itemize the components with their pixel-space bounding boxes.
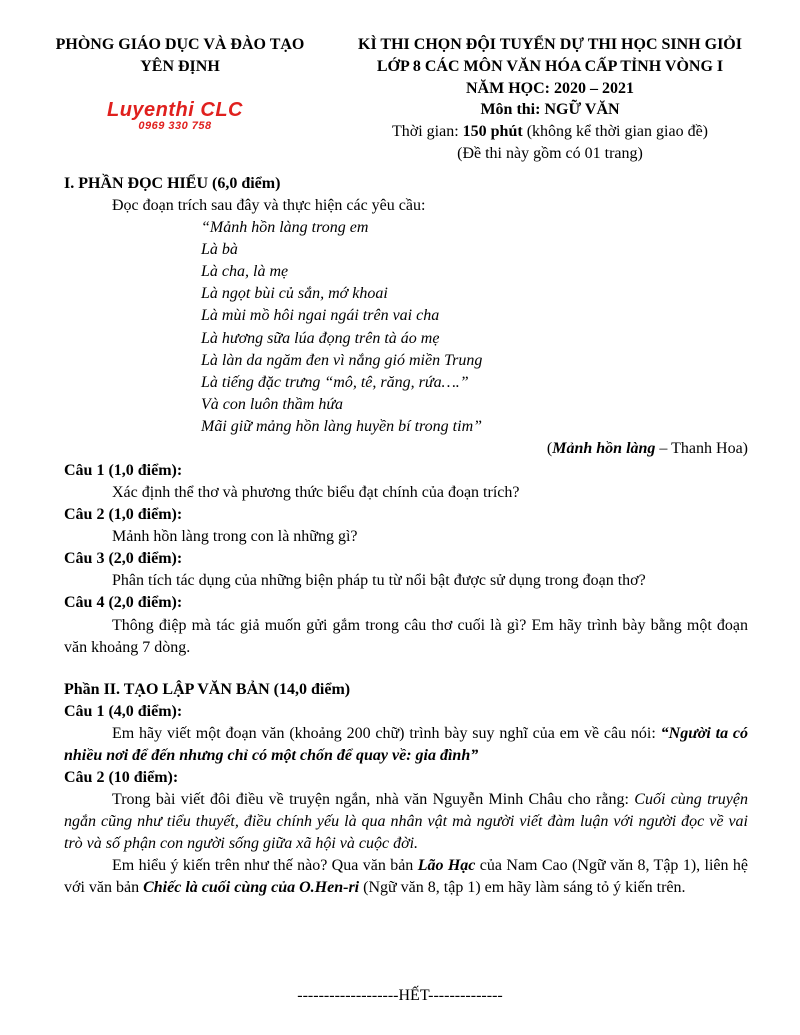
logo-name: Luyenthi CLC [107,99,243,121]
end-marker: -------------------HẾT-------------- [297,987,503,1004]
part2-title: Phần II. TẠO LẬP VĂN BẢN (14,0 điểm) [64,680,351,698]
authority-line-1: PHÒNG GIÁO DỤC VÀ ĐÀO TẠO [55,36,305,53]
part2-question-2-para-2: Em hiểu ý kiến trên như thế nào? Qua văn bản Lão Hạc của Nam Cao (Ngữ văn 8, Tập 1), liên hệ với văn bản Chiếc là cuối cùng của O.Hen-ri (Ngữ văn 8, tập 1) em hãy làm sáng tỏ ý kiến trên. [64,857,749,897]
poem-line: “Mảnh hồn làng trong em [201,219,369,237]
exam-title-line-2: LỚP 8 CÁC MÔN VĂN HÓA CẤP TỈNH VÒNG I [376,57,724,75]
poem-line: Là hương sữa lúa đọng trên tà áo mẹ [201,329,440,347]
poem-excerpt [201,217,748,438]
poem-line: Là ngọt bùi củ sắn, mớ khoai [201,285,388,303]
exam-title-line-1: KÌ THI CHỌN ĐỘI TUYỂN DỰ THI HỌC SINH GIỎI [358,36,742,53]
part2-question-2-title: Câu 2 (10 điểm): [64,769,179,787]
issuing-authority [30,34,330,78]
part2-question-1-text: Em hãy viết một đoạn văn (khoảng 200 chữ) trình bày suy nghĩ của em về câu nói: “Người ta có nhiều nơi để đến nhưng chỉ có một chốn để quay về: gia đình” [64,724,748,764]
school-year: NĂM HỌC: 2020 – 2021 [466,79,634,97]
poem-line: Mãi giữ mảng hồn làng huyền bí trong tim” [201,417,483,435]
question-2-title: Câu 2 (1,0 điểm): [64,506,183,524]
section-gap [64,659,748,679]
poem-line: Là mùi mồ hôi ngai ngái trên vai cha [201,307,440,325]
part2-question-1-title: Câu 1 (4,0 điểm): [64,702,183,720]
authority-line-2: YÊN ĐỊNH [140,57,220,75]
time-limit: Thời gian: 150 phút (không kể thời gian giao đề) [391,123,708,140]
exam-info [330,34,770,165]
poem-line: Là làn da ngăm đen vì nắng gió miền Trung [201,351,483,369]
poem-source: (Mảnh hồn làng – Thanh Hoa) [546,439,748,457]
poem-line: Là tiếng đặc trưng “mô, tê, răng, rứa….” [201,373,469,391]
logo-phone: 0969 330 758 [138,120,212,132]
question-4-text: Thông điệp mà tác giả muốn gửi gắm trong câu thơ cuối là gì? Em hãy trình bày bằng một đoạn văn khoảng 7 dòng. [64,616,748,656]
subject: Môn thi: NGỮ VĂN [480,101,620,119]
question-1-text: Xác định thể thơ và phương thức biểu đạt chính của đoạn trích? [112,484,520,502]
family-quote: “Người ta có nhiều nơi để đến nhưng chỉ có một chốn để quay về: gia đình” [64,724,748,764]
question-1-title: Câu 1 (1,0 điểm): [64,462,183,480]
pages-note: (Đề thi này gồm có 01 trang) [457,144,643,162]
question-4-title: Câu 4 (2,0 điểm): [64,594,183,612]
poem-line: Là cha, là mẹ [201,263,289,281]
part2-question-2-para-1: Trong bài viết đôi điều về truyện ngắn, nhà văn Nguyễn Minh Châu cho rằng: Cuối cùng truyện ngắn cũng như tiểu thuyết, điều chính yếu là qua nhân vật mà người viết đàm luận với người đọc về vai trò và số phận con người sống giữa xã hội và cuộc đời. [64,791,749,853]
exam-content [64,173,748,900]
luyenthi-logo [100,100,250,132]
question-3-text: Phân tích tác dụng của những biện pháp tu từ nổi bật được sử dụng trong đoạn thơ? [112,572,646,590]
question-3-title: Câu 3 (2,0 điểm): [64,550,183,568]
poem-line: Là bà [201,241,238,259]
poem-line: Và con luôn thầm hứa [201,395,344,413]
part1-intro: Đọc đoạn trích sau đây và thực hiện các yêu cầu: [112,197,426,215]
part1-title: I. PHẦN ĐỌC HIỂU (6,0 điểm) [64,175,281,192]
question-2-text: Mảnh hồn làng trong con là những gì? [112,528,358,546]
